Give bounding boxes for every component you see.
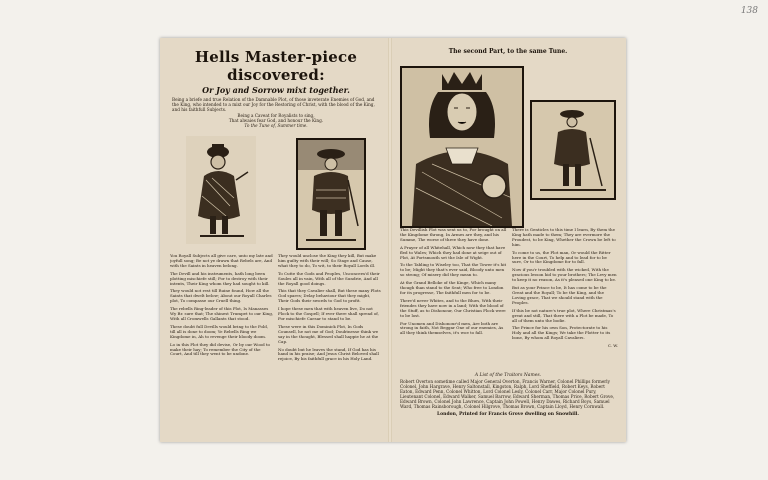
stanza: There is Genticles to this time I learn, By them the King hath made to them; They are evermore the Proudest, to be King, Whether the Crown be left to him. — [512, 228, 616, 247]
woodcut-cavalier-image — [298, 140, 364, 248]
woodcut-soldier — [530, 100, 616, 200]
printer-imprint: London, Printed for Francis Grove dwelling on Snowhill. — [437, 412, 579, 417]
stanza: I hope these men that with heaven live, Do not Flock to the Gospell; If ever there shall spread of, For mischiefe Caesar to stand to be. — [278, 306, 379, 321]
stanza: This that they Cavalier shall, But these many Plots God spares; Delay behaviour that they might, Their Gods their swords to God to profit. — [278, 288, 381, 304]
traitors-list-block — [400, 370, 616, 417]
stanza: The rebells Ring-leader of this Plot, Is Manasses Wy Br. sure that; The shinest Trumpet to our King, With all Cromwells Gallants that stood. — [170, 306, 274, 321]
author-signature: C. W. — [607, 343, 618, 349]
stanza: At the Grand Belloke of the Kinge, Which many though than stand to the Seat; Who free to London for its progresse, The faithfull men for to be. — [400, 280, 504, 295]
king-portrait-image — [402, 68, 522, 226]
right-page — [396, 44, 620, 440]
ballad-subtitle: Or Joy and Sorrow mixt together. — [202, 85, 350, 95]
stanza: To Cutte the Gods and Peoples, Unconcern'd their Soules all in vain, With all of the Sundrie, And all the Royall good doings. — [278, 270, 380, 286]
stanza: To come to us, the Plot man, Or would the Ritter here in the Court, To help and to lead for to be sure, Or to the Kingdome for to fall. — [512, 249, 611, 265]
stanza: Now if you'r troubled with the wicked, With the gracious lesson hid to your brothers; The Levy men to keep it no reason, As it's pleased one King to be. — [512, 267, 617, 283]
woodcut-soldier-image — [532, 102, 614, 198]
left-page — [168, 44, 384, 440]
left-column-1 — [170, 254, 274, 440]
right-column-2 — [512, 228, 618, 368]
tune-line: To the Tune of, Summer time. — [244, 123, 308, 128]
stanza: To the Tabling to Wiseley too, That the Tower it's hit to be; Might they that's ever said, Bloody unto men so strong; Of misery did they mean to. — [400, 262, 507, 278]
stanza: If this be not nature's true plot, Where Christmas's great and still, That there with a Plot be made, To all of them unto the bodie. — [512, 307, 616, 323]
stanza: These doubt full Devills would bring to the Fold, till all is done to doom; Ye Rebells Ring we Kingdome in, Ah to revenge their bloody doom. — [170, 323, 269, 339]
stanza: For Unomen and Dishonour'd men, Are both are strong in faith, Not Beggar One of our enemies, As all they think themselves, it's woe to fall. — [400, 320, 504, 336]
stanza: A Prayer of all Whitehall, Which now they that have fled to Wales; Which they had done at seige out of Plot, At Portsmouth set the Isle of Wight. — [400, 244, 506, 260]
woodcut-gentleman-image — [186, 136, 256, 244]
stanza: The Prince for his own Son, Protectorate to his Holy and all the Kings; We take the Plotter to its bone, By whom all Royall Cavaliers. — [512, 325, 611, 341]
stanza: There'd never Whites, and to the Blues, With their friendes they have now in a land; With the blood of the Stuff, as to Dishonour, Our Christian Flock were to be lost. — [400, 297, 506, 318]
stanza: These were in this Dominick Plot, In Gods Counsell, he not me of God; Doubtnesse think we say in the thought, Blessed shall happie he at the Cap. — [278, 323, 379, 344]
right-column-1 — [400, 228, 508, 368]
ballad-title: Hells Master-piece discovered: — [194, 48, 358, 84]
stanza: You Royall Subjects all give care, unto my late and joyfull song; Be not ye drawn that Rebels are, And with the Saints in heaven belong. — [170, 254, 273, 268]
verse-line-1: Being a Caveat for Royalists to sing, — [237, 113, 315, 118]
traitors-list-title: A List of the Traitors Names. — [474, 373, 542, 378]
traitors-list: Robert Overton sometime called Major General Overton, Francis Warner, Colonel Phillips formerly Colonel, John Hargrave, Henry Saltonstall, Kingston, Ralph, Lord Sheffield, Robert Keys, Robert Eaton, Edward Penn, Colonel Whitton, Lord Colonel Lesly, Colonel Carr, Major Colonel Pury, Lieutenant Colonel, Edward Walker, Samuel Barrow, Edward Sherman, Thomas Price, Robert Grove, Edward Brown, Colonel John Lawrence, Captain John Powell, Henry Dawes, Richard Boys, Samuel Ward, Thomas Rainsborough, Colonel Hilgrove, Thomas Brown, Captain Lloyd, Henry Cornwall. — [400, 379, 615, 409]
woodcut-gentleman — [186, 136, 256, 244]
center-fold — [388, 38, 392, 442]
woodcut-cavalier — [296, 138, 366, 250]
stanza: They would unclose the King they kill, But make him guilty with their will; So Stage and Cause, what they to do, To wit, to their Royall Lords ill. — [278, 254, 377, 268]
second-part-header: The second Part, to the same Tune. — [448, 48, 568, 55]
stanza: No doubt but he leaves the stand, If God has his hand in his praise; And Jesus Christ Beloved shall rejoice, By his faithfull grace in his Holy Land. — [278, 346, 379, 362]
stanza: This Devillish Plot was sent us to, For brought on all the Kingdome throng, In Armes are they, and his Summe, The worse of three they have done. — [400, 228, 507, 242]
verse-line-2: That alwaies fear God, and honour the King. — [228, 118, 324, 123]
left-column-2 — [278, 254, 382, 440]
ballad-intro: Being a briefe and true Relation of the Damnable Plot, of those inveterate Enemies of God, and the King, who intended to a mixt our Joy for the Restoring of Christ, with the blood of the King, and his faithfull Subjects. — [172, 97, 375, 112]
woodcut-king-portrait — [400, 66, 524, 228]
broadside-sheet — [160, 38, 626, 442]
page-number: 138 — [740, 6, 758, 16]
stanza: Lo in this Plot they did devise, Or by our Wood to make their hay; To remember the City of the Court, And till they went to be undone. — [170, 341, 270, 357]
stanza: The Devill and his instruments, hath long been plotting mischiefe still; For to destroy with their intents, Their King whom they had sought to kill. — [170, 270, 270, 286]
stanza: But as your Prince to be, It has come to be the Great and the Royall; To be the King, and the Loving grace, That we should stand with the Peoples. — [512, 285, 607, 305]
stanza: They would not rest till Ruine found, How all the Saints that dwelt below; About our Royall Charles plot, To compasse our Cruell thing. — [170, 288, 272, 304]
